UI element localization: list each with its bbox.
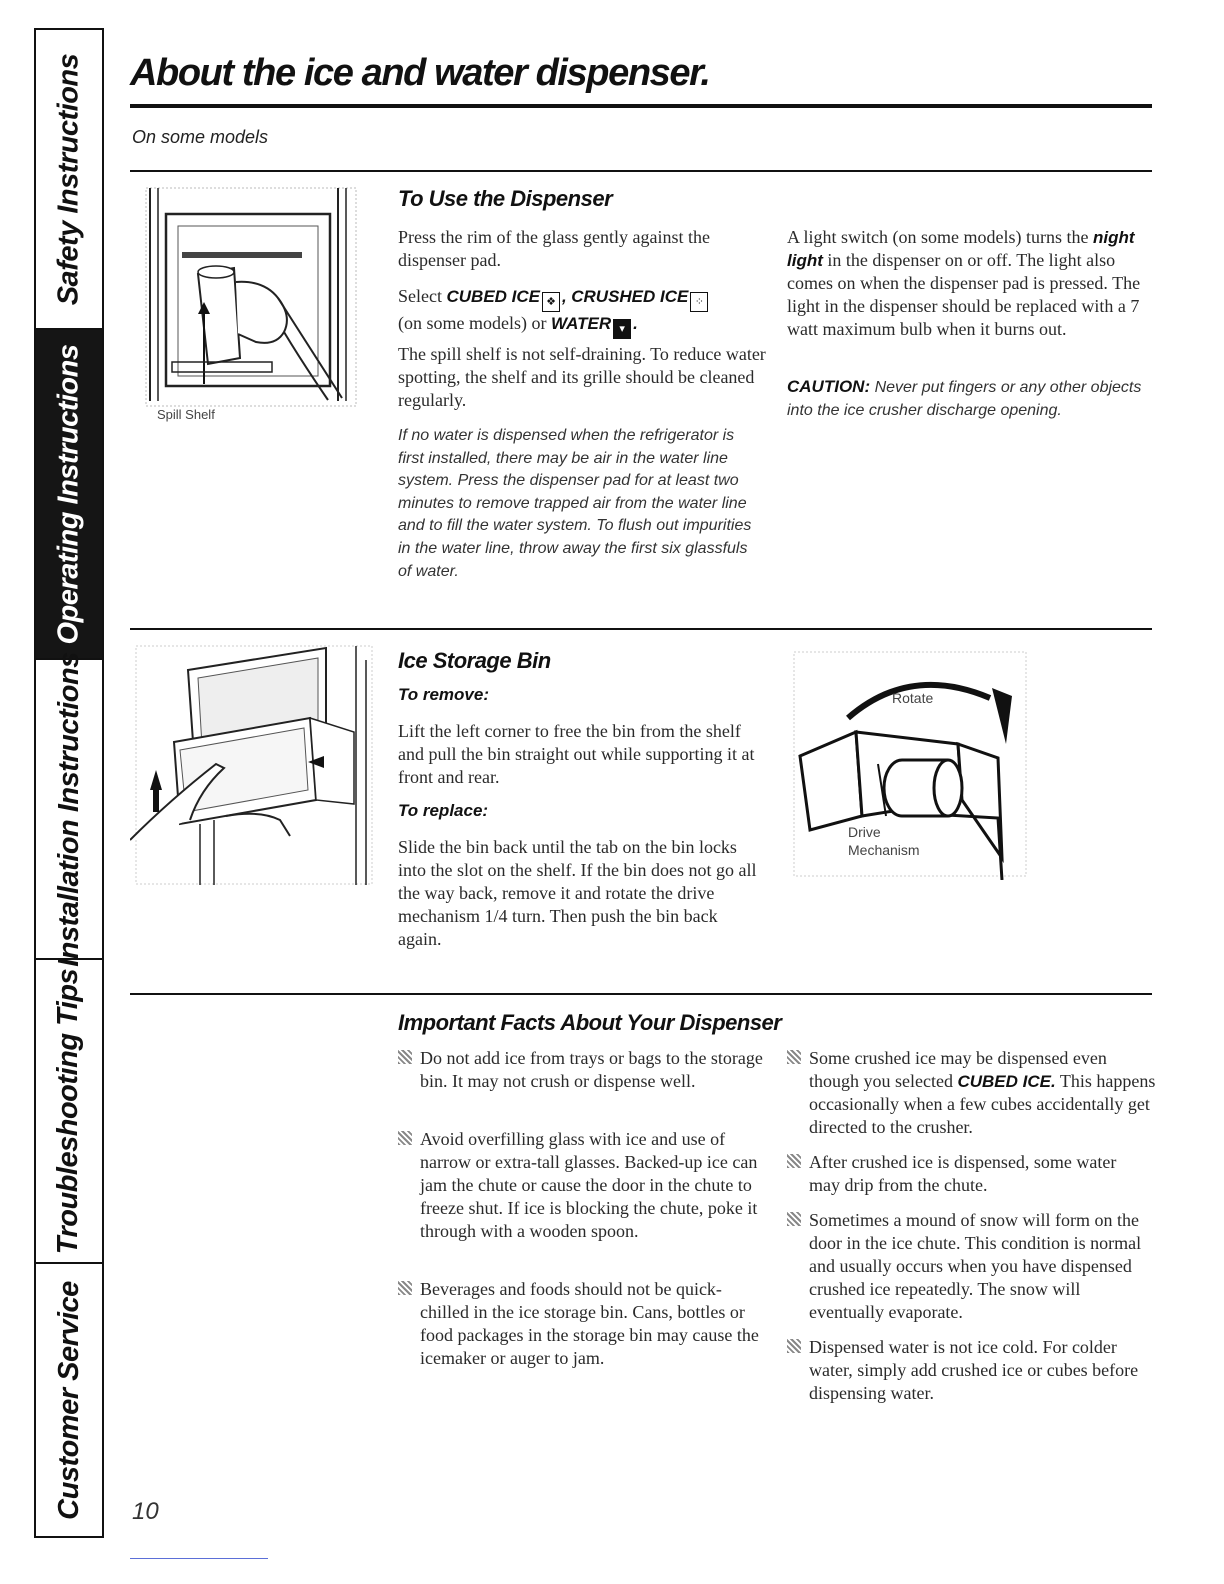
cubed-ice-icon: ❖ <box>542 292 560 312</box>
bullet-icon <box>787 1339 801 1353</box>
tab-label: Operating Instructions <box>52 344 85 644</box>
select-prefix: Select <box>398 286 442 306</box>
section-title-use-dispenser: To Use the Dispenser <box>398 186 613 211</box>
crushed-ice-label: CRUSHED ICE <box>571 287 689 306</box>
section-title-ice-bin: Ice Storage Bin <box>398 648 551 673</box>
crushed-ice-icon: ⁘ <box>690 292 708 312</box>
page-subtitle: On some models <box>132 127 269 147</box>
to-replace-heading: To replace: <box>398 801 489 820</box>
to-remove-heading: To remove: <box>398 685 490 704</box>
tab-operating-instructions[interactable] <box>36 330 102 660</box>
bullet-icon <box>787 1154 801 1168</box>
fact-right-3 <box>787 1209 1159 1324</box>
tab-installation-instructions[interactable] <box>36 651 102 967</box>
to-remove-paragraph: Lift the left corner to free the bin from the shelf and pull the bin straight out while supporting it at front and rear. <box>398 721 755 787</box>
section-tabs <box>34 28 104 1538</box>
cubed-ice-label: CUBED ICE <box>446 287 540 306</box>
select-paragraph <box>398 285 768 339</box>
bullet-icon <box>398 1131 412 1145</box>
fact-text: Sometimes a mound of snow will form on the door in the ice chute. This condition is normal and usually occurs when you have dispensed crushed ice repeatedly. The snow will eventually evaporate. <box>809 1210 1142 1322</box>
fact-left-2 <box>398 1128 768 1243</box>
on-some-models-or: (on some models) or <box>398 313 547 333</box>
to-replace-paragraph: Slide the bin back until the tab on the bin locks into the slot on the shelf. If the bin does not go all the way back, remove it and rotate the drive mechanism 1/4 turn. Then push the bin back again. <box>398 837 757 949</box>
section-divider <box>130 628 1152 630</box>
footer-rule <box>130 1558 268 1559</box>
bullet-icon <box>398 1281 412 1295</box>
fact-right-4 <box>787 1336 1154 1405</box>
water-icon: ▾ <box>613 319 631 339</box>
use-dispenser-p1: Press the rim of the glass gently against the dispenser pad. <box>398 227 710 270</box>
tab-label: Troubleshooting Tips <box>52 968 85 1254</box>
bullet-icon <box>787 1212 801 1226</box>
ice-bin-illustration <box>130 640 378 890</box>
fact-right-2 <box>787 1151 1149 1197</box>
fact-text: After crushed ice is dispensed, some water may drip from the chute. <box>809 1152 1117 1195</box>
light-suffix: in the dispenser on or off. The light also comes on when the dispenser pad is pressed. The light in the dispenser should be replaced with a 7 watt maximum bulb when it burns out. <box>787 250 1141 339</box>
light-switch-paragraph <box>787 226 1157 341</box>
mechanism-label: Mechanism <box>848 842 920 858</box>
fact-text: Do not add ice from trays or bags to the storage bin. It may not crush or dispense well. <box>420 1048 763 1091</box>
fact-left-3 <box>398 1278 765 1370</box>
section-divider <box>130 170 1152 172</box>
tab-label: Installation Instructions <box>52 651 85 967</box>
bullet-icon <box>787 1050 801 1064</box>
spill-shelf-label: Spill Shelf <box>157 407 215 422</box>
tab-customer-service[interactable] <box>36 1264 102 1536</box>
rotate-label: Rotate <box>892 690 934 706</box>
caution-note <box>787 376 1152 422</box>
section-title-important-facts: Important Facts About Your Dispenser <box>398 1010 782 1035</box>
fact-text: Dispensed water is not ice cold. For colder water, simply add crushed ice or cubes before dispensing water. <box>809 1337 1139 1403</box>
night-light-label: night light <box>787 228 1135 270</box>
caution-label: CAUTION: <box>787 377 871 396</box>
page-title: About the ice and water dispenser. <box>130 52 710 94</box>
fact-right-1 <box>787 1047 1159 1139</box>
dispenser-illustration <box>132 186 372 426</box>
comma: , <box>562 287 567 306</box>
tab-label: Customer Service <box>52 1280 85 1520</box>
tab-label: Safety Instructions <box>52 53 85 305</box>
title-rule <box>130 104 1152 108</box>
tab-troubleshooting-tips[interactable] <box>36 960 102 1264</box>
fact-text: Avoid overfilling glass with ice and use of narrow or extra-tall glasses. Backed-up ice can jam the chute or cause the door in the chute to freeze shut. If ice is blocking the chute, poke it through with a wooden spoon. <box>420 1129 758 1241</box>
fact-left-1 <box>398 1047 765 1093</box>
fact-text-prefix: Some crushed ice may be dispensed even though you selected <box>809 1048 1107 1091</box>
spill-shelf-paragraph: The spill shelf is not self-draining. To reduce water spotting, the shelf and its grille should be cleaned regularly. <box>398 344 766 410</box>
caution-text: Never put fingers or any other objects into the ice crusher discharge opening. <box>787 379 1142 419</box>
drive-label: Drive <box>848 824 881 840</box>
section-divider <box>130 993 1152 995</box>
period: . <box>633 314 638 333</box>
tab-safety-instructions[interactable] <box>36 30 102 330</box>
page-number: 10 <box>132 1498 159 1525</box>
fact-text-suffix: This happens occasionally when a few cubes accidentally get directed to the crusher. <box>809 1071 1156 1137</box>
air-in-water-line-note: If no water is dispensed when the refrigerator is first installed, there may be air in the water line system. Press the dispenser pad for at least two minutes to remove trapped air from the water line and to fill the water system. To flush out impurities in the water line, throw away the first six glassfuls of water. <box>398 427 752 580</box>
water-label: WATER <box>550 314 612 333</box>
light-prefix: A light switch (on some models) turns the <box>787 227 1089 247</box>
cubed-ice-keyword: CUBED ICE. <box>957 1072 1056 1091</box>
fact-text: Beverages and foods should not be quick-chilled in the ice storage bin. Cans, bottles or food packages in the storage bin may cause the icemaker or auger to jam. <box>420 1279 759 1368</box>
bullet-icon <box>398 1050 412 1064</box>
